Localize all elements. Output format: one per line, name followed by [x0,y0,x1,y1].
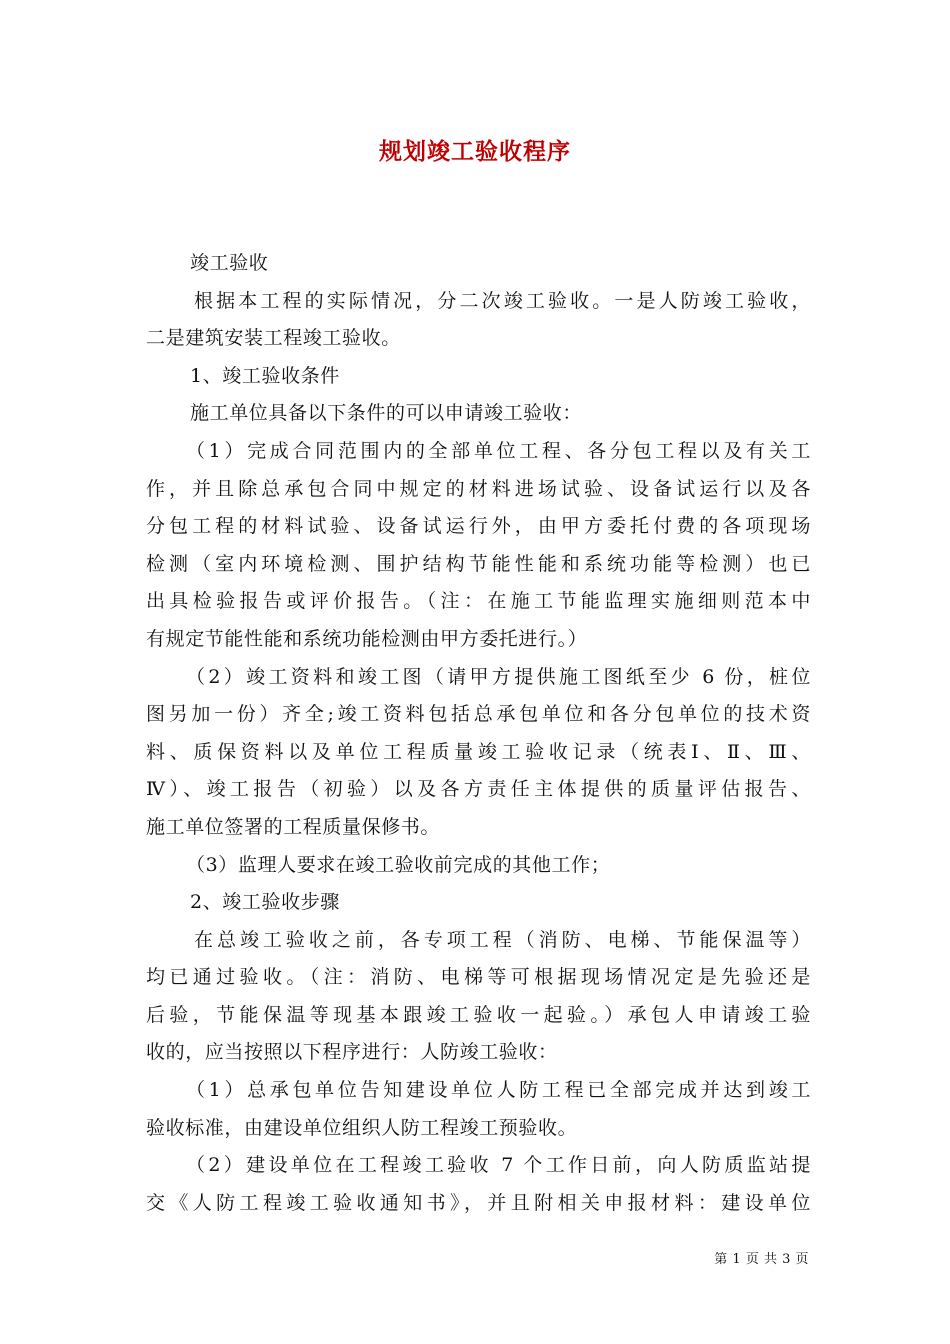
paragraph-line: 施工单位具备以下条件的可以申请竣工验收： [190,402,583,425]
document-title: 规划竣工验收程序 [379,139,571,165]
paragraph-line: 作，并且除总承包合同中规定的材料进场试验、设备试运行以及各 [146,477,811,500]
section-heading: 竣工验收 [190,252,269,274]
document-body [146,245,811,1222]
paragraph-line: （1）完成合同范围内的全部单位工程、各分包工程以及有关工 [186,439,811,462]
paragraph-line: Ⅳ）、竣工报告（初验）以及各方责任主体提供的质量评估报告、 [146,778,811,801]
paragraph-line: 检测（室内环境检测、围护结构节能性能和系统功能等检测）也已 [146,552,811,575]
paragraph-line: 根据本工程的实际情况，分二次竣工验收。一是人防竣工验收， [194,289,811,312]
paragraph-line: （1）总承包单位告知建设单位人防工程已全部完成并达到竣工 [186,1079,811,1102]
subsection-heading: 1、竣工验收条件 [190,364,340,387]
paragraph-line: 料、质保资料以及单位工程质量竣工验收记录（统表Ⅰ、Ⅱ、Ⅲ、 [146,740,811,763]
paragraph-line: 收的，应当按照以下程序进行：人防竣工验收： [146,1041,558,1064]
paragraph-line: 分包工程的材料试验、设备试运行外，由甲方委托付费的各项现场 [146,515,811,538]
paragraph-line: （2）建设单位在工程竣工验收 7 个工作日前，向人防质监站提 [186,1154,811,1177]
paragraph-line: 后验，节能保温等现基本跟竣工验收一起验。）承包人申请竣工验 [146,1003,811,1026]
page-number: 第 1 页 共 3 页 [714,1252,809,1267]
paragraph-line: 有规定节能性能和系统功能检测由甲方委托进行。） [146,627,588,650]
paragraph-line: 在总竣工验收之前，各专项工程（消防、电梯、节能保温等） [194,928,811,951]
paragraph-line: 图另加一份）齐全;竣工资料包括总承包单位和各分包单位的技术资 [146,703,811,726]
paragraph-line: 出具检验报告或评价报告。（注：在施工节能监理实施细则范本中 [146,590,811,613]
paragraph-line: 二是建筑安装工程竣工验收。 [146,327,401,350]
paragraph-line: （2）竣工资料和竣工图（请甲方提供施工图纸至少 6 份，桩位 [186,665,811,688]
paragraph-line: 施工单位签署的工程质量保修书。 [146,815,441,838]
subsection-heading: 2、竣工验收步骤 [190,891,340,914]
paragraph-line: 均已通过验收。（注：消防、电梯等可根据现场情况定是先验还是 [146,966,811,989]
paragraph-line: 验收标准，由建设单位组织人防工程竣工预验收。 [146,1116,578,1139]
paragraph-line: 交《人防工程竣工验收通知书》，并且附相关申报材料：建设单位 [146,1191,811,1214]
paragraph-line: （3）监理人要求在竣工验收前完成的其他工作； [186,853,611,876]
